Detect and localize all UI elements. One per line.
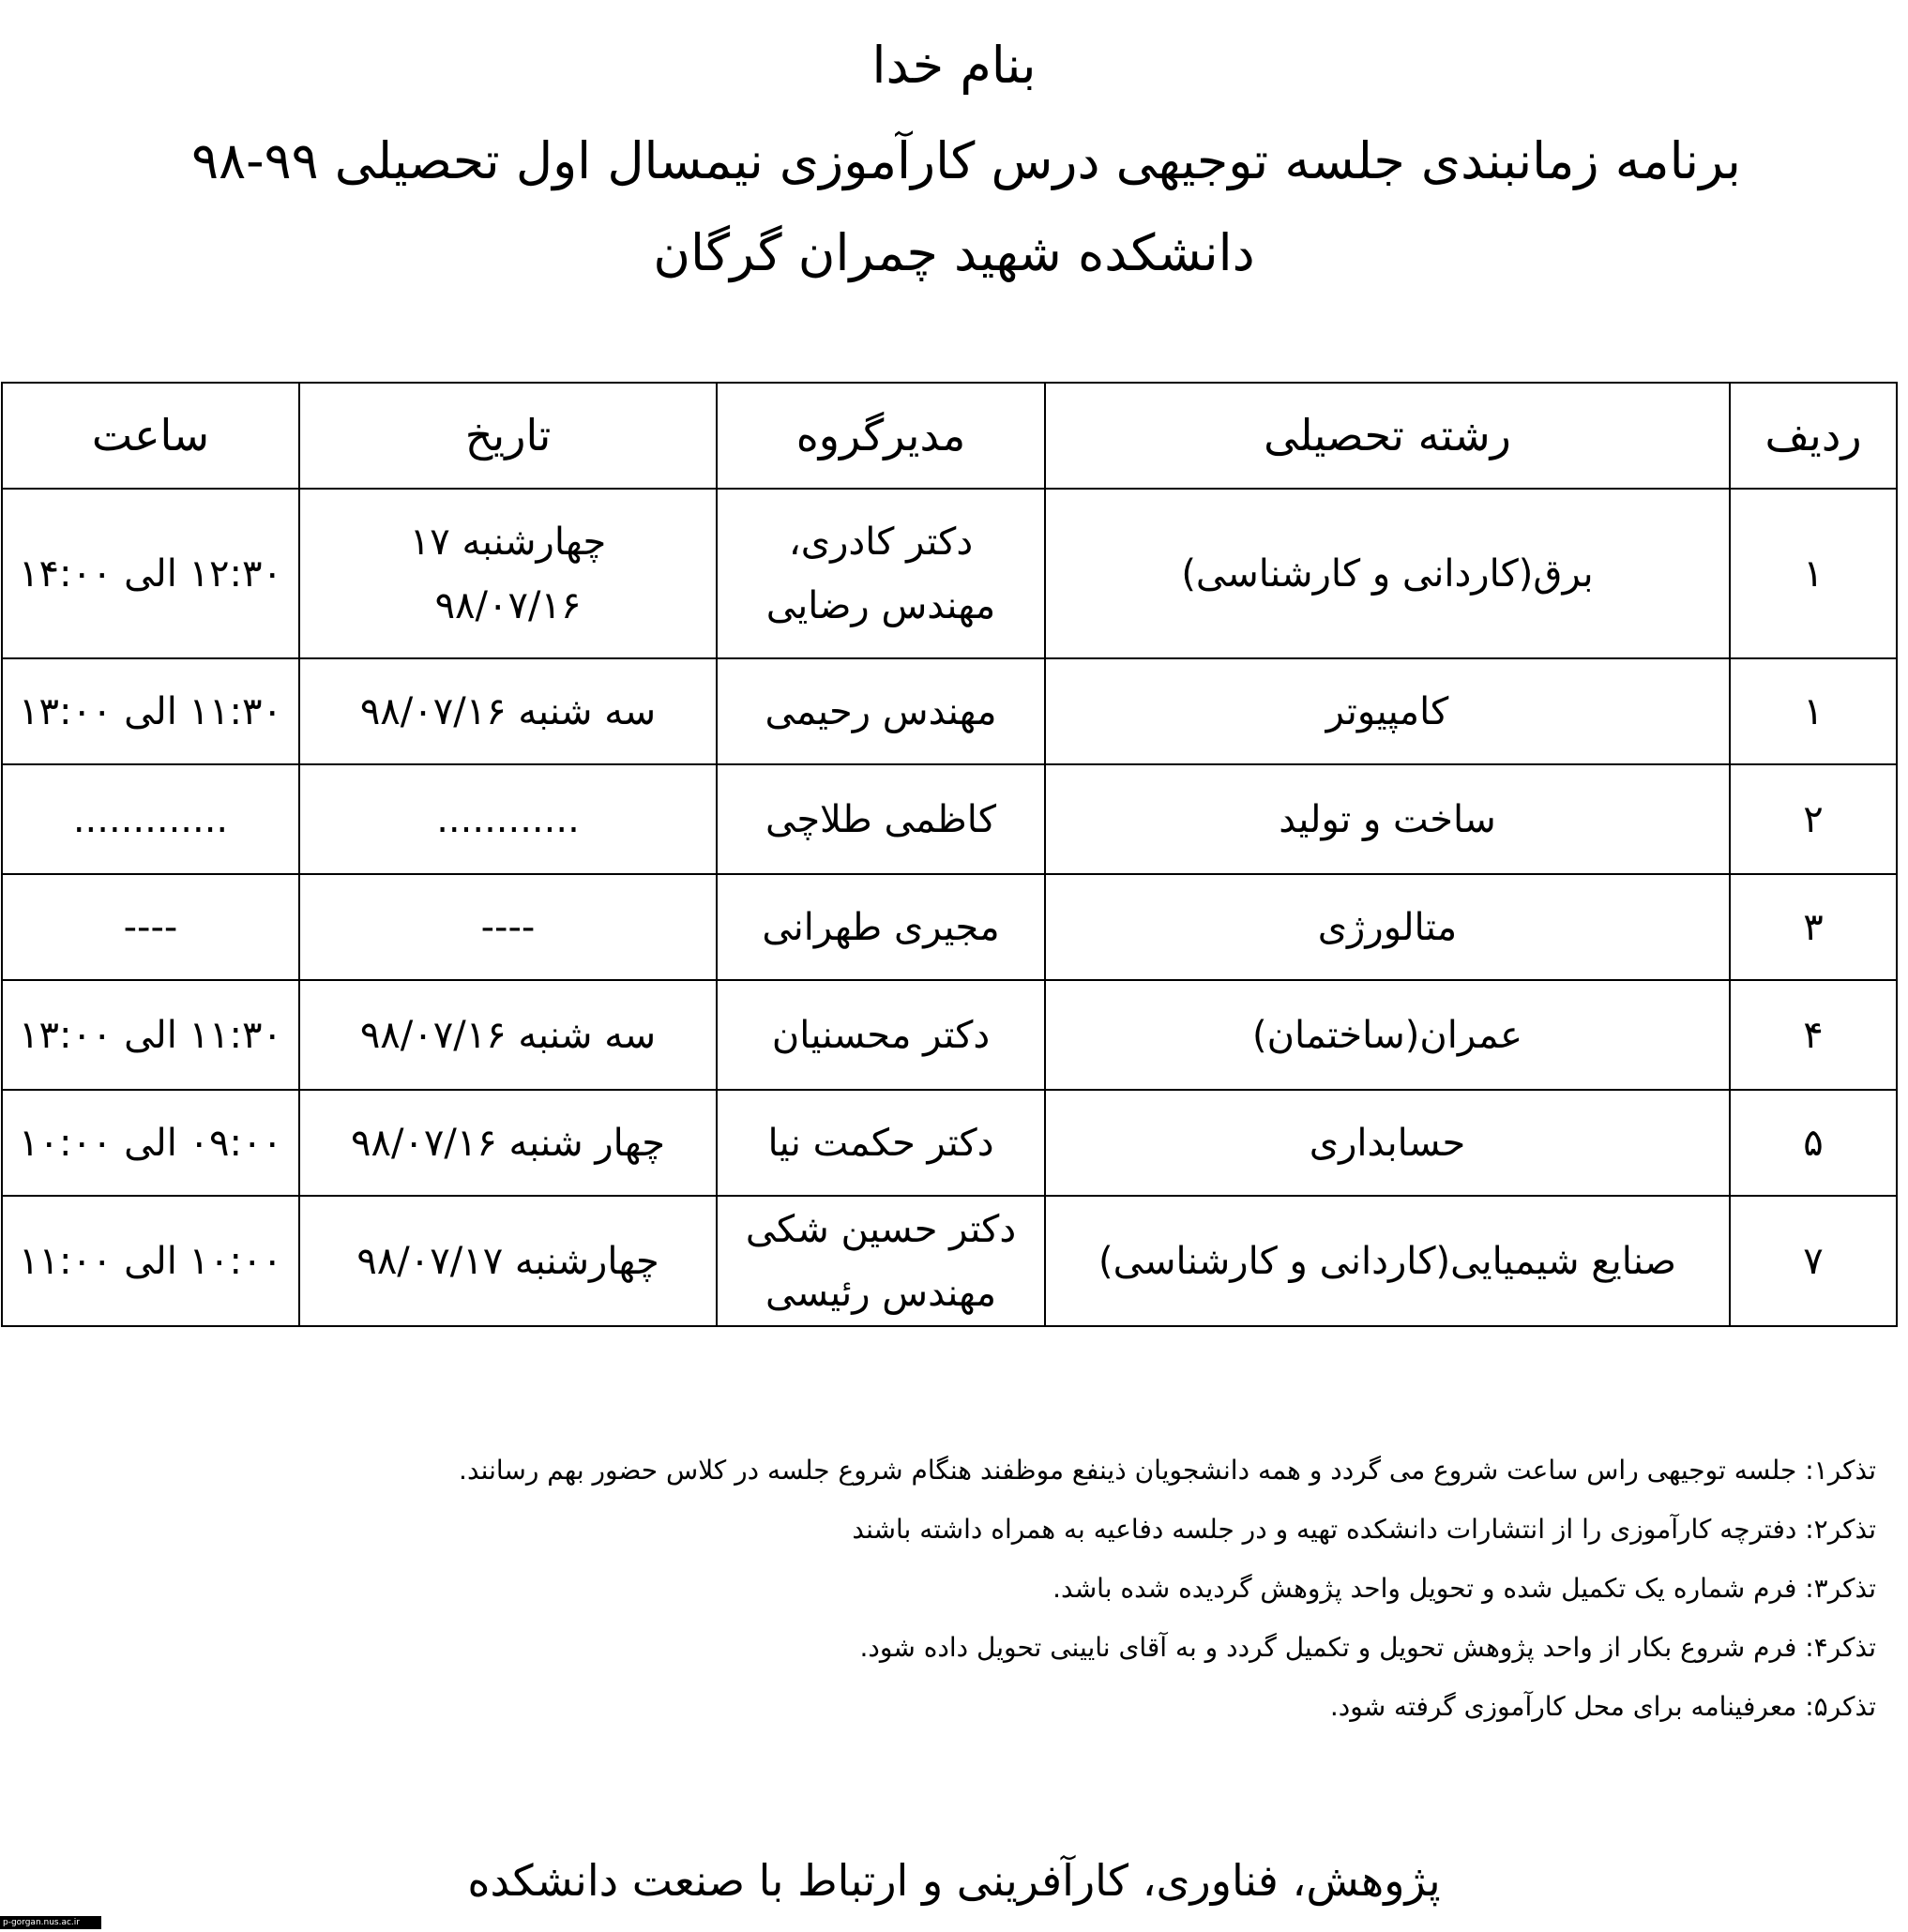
manager-cell: کاظمی طلاچی: [717, 764, 1045, 874]
manager-line: مهندس رئیسی: [765, 1271, 996, 1315]
row-number-cell: ۵: [1730, 1090, 1897, 1196]
row-number-cell: ۴: [1730, 980, 1897, 1090]
column-header-date: تاریخ: [299, 383, 717, 489]
date-cell: ............: [299, 764, 717, 874]
field-cell: متالورژی: [1045, 874, 1730, 980]
row-number-cell: ۱: [1730, 489, 1897, 658]
page-title: برنامه زمانبندی جلسه توجیهی درس کارآموزی نیمسال اول تحصیلی ۹۹-۹۸: [191, 131, 1741, 190]
header-line-1: بنام خدا: [871, 36, 1037, 95]
date-cell: چهار شنبه ۹۸/۰۷/۱۶: [299, 1090, 717, 1196]
date-line: ۹۸/۰۷/۱۶: [434, 583, 582, 627]
time-cell: .............: [2, 764, 299, 874]
manager-line: دکتر کادری،: [788, 520, 974, 564]
column-header-time: ساعت: [2, 383, 299, 489]
schedule-table: [1, 382, 1898, 1327]
manager-cell: مهندس رحیمی: [717, 658, 1045, 764]
table-header-row: [2, 383, 1897, 489]
manager-cell: مجیری طهرانی: [717, 874, 1045, 980]
field-cell: حسابداری: [1045, 1090, 1730, 1196]
row-number-cell: ۲: [1730, 764, 1897, 874]
site-logo-strip: p-gorgan.nus.ac.ir: [0, 1916, 101, 1929]
time-cell: ----: [2, 874, 299, 980]
date-cell: چهارشنبه ۹۸/۰۷/۱۷: [299, 1196, 717, 1326]
table-row: [2, 764, 1897, 874]
note-item: تذکر۴: فرم شروع بکار از واحد پژوهش تحویل و تکمیل گردد و به آقای نایینی تحویل داده شود.: [859, 1632, 1876, 1663]
time-cell: ۱۰:۰۰ الی ۱۱:۰۰: [2, 1196, 299, 1326]
manager-line: مهندس رضایی: [765, 583, 996, 627]
field-cell: ساخت و تولید: [1045, 764, 1730, 874]
column-header-row-number: ردیف: [1730, 383, 1897, 489]
field-cell: صنایع شیمیایی(کاردانی و کارشناسی): [1045, 1196, 1730, 1326]
time-cell: ۱۱:۳۰ الی ۱۳:۰۰: [2, 658, 299, 764]
table-row: [2, 1196, 1897, 1326]
date-line: چهارشنبه ۱۷: [409, 520, 607, 564]
note-item: تذکر۲: دفترچه کارآموزی را از انتشارات دانشکده تهیه و در جلسه دفاعیه به همراه داشته باشند: [852, 1514, 1876, 1545]
table-row: [2, 489, 1897, 658]
field-cell: برق(کاردانی و کارشناسی): [1045, 489, 1730, 658]
manager-cell: [717, 1196, 1045, 1326]
time-cell: ۰۹:۰۰ الی ۱۰:۰۰: [2, 1090, 299, 1196]
date-cell: سه شنبه ۹۸/۰۷/۱۶: [299, 658, 717, 764]
date-cell: ----: [299, 874, 717, 980]
field-cell: کامپیوتر: [1045, 658, 1730, 764]
table-row: [2, 658, 1897, 764]
manager-cell: دکتر حکمت نیا: [717, 1090, 1045, 1196]
note-item: تذکر۳: فرم شماره یک تکمیل شده و تحویل واحد پژوهش گردیده شده باشد.: [1052, 1573, 1876, 1604]
column-header-manager: مدیرگروه: [717, 383, 1045, 489]
date-cell: سه شنبه ۹۸/۰۷/۱۶: [299, 980, 717, 1090]
table-row: [2, 1090, 1897, 1196]
row-number-cell: ۳: [1730, 874, 1897, 980]
row-number-cell: ۱: [1730, 658, 1897, 764]
note-item: تذکر۱: جلسه توجیهی راس ساعت شروع می گردد و همه دانشجویان ذینفع موظفند هنگام شروع جلسه در کلاس حضور بهم رسانند.: [459, 1455, 1876, 1486]
column-header-field: رشته تحصیلی: [1045, 383, 1730, 489]
footer-department: پژوهش، فناوری، کارآفرینی و ارتباط با صنعت دانشکده: [467, 1855, 1441, 1906]
row-number-cell: ۷: [1730, 1196, 1897, 1326]
manager-line: دکتر حسین شکی: [745, 1207, 1017, 1251]
table-row: [2, 980, 1897, 1090]
table-row: [2, 874, 1897, 980]
time-cell: ۱۲:۳۰ الی ۱۴:۰۰: [2, 489, 299, 658]
time-cell: ۱۱:۳۰ الی ۱۳:۰۰: [2, 980, 299, 1090]
college-name: دانشکده شهید چمران گرگان: [653, 223, 1255, 282]
field-cell: عمران(ساختمان): [1045, 980, 1730, 1090]
manager-cell: [717, 489, 1045, 658]
note-item: تذکر۵: معرفینامه برای محل کارآموزی گرفته شود.: [1329, 1691, 1876, 1722]
notes-list: [328, 1441, 1876, 1736]
manager-cell: دکتر محسنیان: [717, 980, 1045, 1090]
date-cell: [299, 489, 717, 658]
